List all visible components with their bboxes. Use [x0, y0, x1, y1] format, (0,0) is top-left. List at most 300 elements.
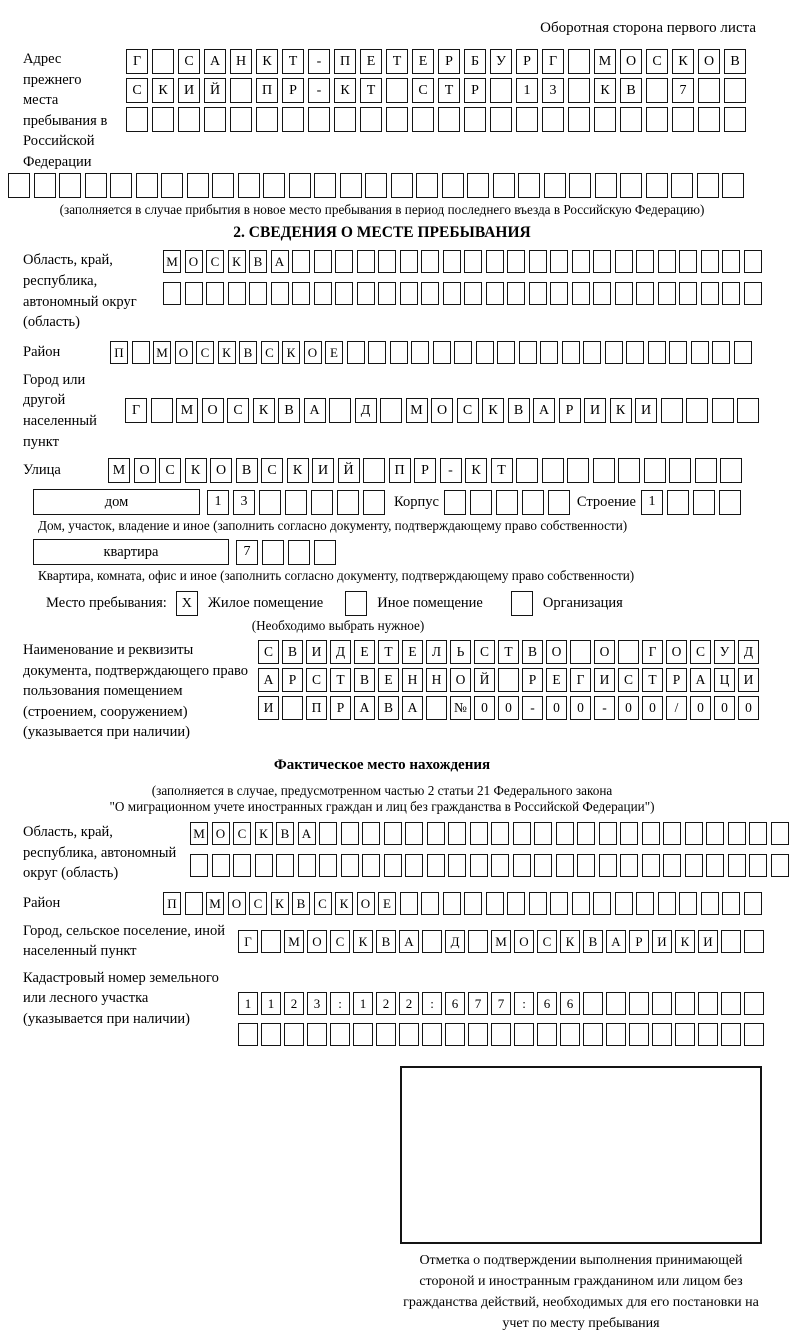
form-cell: 2 — [376, 992, 396, 1015]
form-cell — [516, 458, 538, 483]
form-cell: К — [256, 49, 278, 74]
form-cell — [262, 540, 284, 565]
form-cell — [340, 173, 362, 198]
form-cell: Е — [412, 49, 434, 74]
form-cell — [468, 1023, 488, 1046]
form-cell — [443, 892, 461, 915]
form-cell — [629, 992, 649, 1015]
form-cell — [498, 668, 519, 692]
form-cell: С — [474, 640, 495, 664]
form-cell: В — [724, 49, 746, 74]
form-cell — [712, 398, 734, 423]
stamp-caption: Отметка о подтверждении выполнения принимающей стороной и иностранным гражданином или лицом без гражданства действий, необходимых для его постановки на учет по месту пребывания — [403, 1252, 759, 1331]
form-cell — [467, 173, 489, 198]
form-cell: 6 — [560, 992, 580, 1015]
form-cell: О — [185, 250, 203, 273]
form-cell — [771, 854, 789, 877]
ulitsa-field — [8, 458, 756, 483]
form-cell — [679, 250, 697, 273]
form-cell — [34, 173, 56, 198]
form-cell — [534, 822, 552, 845]
form-cell: В — [276, 822, 294, 845]
form-cell — [307, 1023, 327, 1046]
prev-address-row-1 — [126, 49, 746, 74]
form-cell — [314, 540, 336, 565]
form-cell — [593, 282, 611, 305]
form-cell: В — [236, 458, 258, 483]
form-cell — [433, 341, 451, 364]
form-cell: С — [126, 78, 148, 103]
form-cell — [672, 107, 694, 132]
form-cell: Р — [330, 696, 351, 720]
form-cell — [443, 282, 461, 305]
form-cell: Л — [426, 640, 447, 664]
form-cell — [486, 892, 504, 915]
form-cell: О — [698, 49, 720, 74]
form-cell: С — [159, 458, 181, 483]
form-cell — [136, 173, 158, 198]
form-cell — [496, 490, 518, 515]
dom-box: дом — [33, 489, 200, 515]
form-cell: 1 — [641, 490, 663, 515]
section2-title: 2. СВЕДЕНИЯ О МЕСТЕ ПРЕБЫВАНИЯ — [233, 224, 531, 242]
oblast-field — [8, 250, 756, 332]
form-cell: 1 — [261, 992, 281, 1015]
form-cell: А — [298, 822, 316, 845]
form-cell: Д — [738, 640, 759, 664]
form-cell: И — [594, 668, 615, 692]
form-cell — [568, 107, 590, 132]
form-cell: 0 — [546, 696, 567, 720]
form-cell — [311, 490, 333, 515]
form-cell — [405, 822, 423, 845]
form-cell: Д — [445, 930, 465, 953]
form-cell — [422, 1023, 442, 1046]
doc-field — [8, 640, 756, 743]
form-cell: - — [594, 696, 615, 720]
form-cell — [606, 1023, 626, 1046]
form-cell: Й — [338, 458, 360, 483]
form-cell: П — [306, 696, 327, 720]
form-cell: О — [546, 640, 567, 664]
form-cell — [335, 282, 353, 305]
form-cell: 7 — [672, 78, 694, 103]
form-cell: А — [204, 49, 226, 74]
form-cell — [513, 822, 531, 845]
form-cell — [599, 854, 617, 877]
form-cell: Е — [546, 668, 567, 692]
form-cell — [380, 398, 402, 423]
form-cell: О — [594, 640, 615, 664]
form-cell — [454, 341, 472, 364]
fact-gorod-field — [8, 921, 756, 962]
form-cell — [163, 282, 181, 305]
fact-note-line1: (заполняется в случае, предусмотренном частью 2 статьи 21 Федерального закона — [151, 782, 613, 798]
form-cell — [490, 107, 512, 132]
form-cell — [464, 107, 486, 132]
form-cell — [362, 822, 380, 845]
form-cell — [620, 822, 638, 845]
form-cell: № — [450, 696, 471, 720]
form-cell — [636, 282, 654, 305]
form-cell: И — [584, 398, 606, 423]
form-cell — [314, 250, 332, 273]
form-cell — [390, 341, 408, 364]
kvartira-cells — [236, 540, 336, 565]
form-cell — [378, 250, 396, 273]
form-cell — [652, 992, 672, 1015]
rayon-label: Район — [23, 343, 61, 360]
form-cell: А — [399, 930, 419, 953]
form-cell — [319, 854, 337, 877]
form-cell — [421, 282, 439, 305]
fact-rayon-row — [163, 892, 762, 915]
form-cell — [737, 398, 759, 423]
form-cell: Т — [491, 458, 513, 483]
form-cell: С — [618, 668, 639, 692]
form-cell — [426, 696, 447, 720]
form-cell: П — [163, 892, 181, 915]
form-cell — [728, 822, 746, 845]
doc-row-1 — [258, 640, 759, 664]
form-cell: К — [282, 341, 300, 364]
form-cell — [658, 282, 676, 305]
form-cell — [256, 107, 278, 132]
form-cell — [341, 822, 359, 845]
form-cell: 7 — [236, 540, 258, 565]
form-cell — [744, 250, 762, 273]
form-cell — [341, 854, 359, 877]
organizatsiya-label: Организация — [542, 595, 623, 612]
kadastr-row-2 — [238, 1023, 764, 1046]
form-cell: И — [738, 668, 759, 692]
form-cell: С — [261, 341, 279, 364]
form-cell — [259, 490, 281, 515]
form-cell: К — [610, 398, 632, 423]
form-cell: К — [255, 822, 273, 845]
form-cell — [292, 282, 310, 305]
place-type-label: Место пребывания: — [46, 595, 167, 612]
form-cell — [615, 250, 633, 273]
form-cell — [400, 250, 418, 273]
form-cell: И — [178, 78, 200, 103]
form-cell — [686, 398, 708, 423]
form-cell: 0 — [738, 696, 759, 720]
form-cell — [618, 640, 639, 664]
form-cell — [646, 78, 668, 103]
form-cell: Н — [402, 668, 423, 692]
form-cell — [399, 1023, 419, 1046]
form-cell — [593, 250, 611, 273]
form-cell — [550, 282, 568, 305]
form-cell: Е — [354, 640, 375, 664]
form-cell — [720, 458, 742, 483]
form-cell — [519, 341, 537, 364]
form-cell — [384, 854, 402, 877]
form-cell — [255, 854, 273, 877]
form-cell — [514, 1023, 534, 1046]
form-cell — [744, 1023, 764, 1046]
kadastr-label: Кадастровый номер земельного или лесного участка (указывается при наличии) — [23, 969, 219, 1028]
form-cell: К — [152, 78, 174, 103]
form-cell — [661, 398, 683, 423]
form-cell — [442, 173, 464, 198]
form-cell — [701, 282, 719, 305]
form-cell: С — [314, 892, 332, 915]
oblast-row-1 — [163, 250, 762, 273]
form-cell — [744, 892, 762, 915]
form-cell: Р — [414, 458, 436, 483]
form-cell — [556, 854, 574, 877]
form-cell: 0 — [474, 696, 495, 720]
form-cell — [642, 854, 660, 877]
form-cell — [570, 640, 591, 664]
gorod-label: Город или другой населенный пункт — [23, 371, 97, 450]
form-cell — [698, 1023, 718, 1046]
form-cell — [405, 854, 423, 877]
form-cell — [706, 854, 724, 877]
form-cell: С — [178, 49, 200, 74]
form-cell — [132, 341, 150, 364]
form-cell — [491, 854, 509, 877]
form-cell — [620, 854, 638, 877]
korpus-label: Корпус — [394, 493, 439, 510]
form-cell: Ь — [450, 640, 471, 664]
form-cell — [685, 822, 703, 845]
form-cell: 2 — [399, 992, 419, 1015]
form-cell: М — [176, 398, 198, 423]
form-cell — [357, 282, 375, 305]
form-cell — [271, 282, 289, 305]
form-cell — [572, 282, 590, 305]
form-cell: Р — [282, 78, 304, 103]
form-cell — [412, 107, 434, 132]
gorod-row — [125, 398, 759, 423]
form-cell: М — [153, 341, 171, 364]
form-cell: В — [376, 930, 396, 953]
form-cell: П — [110, 341, 128, 364]
form-cell — [448, 854, 466, 877]
form-cell — [583, 1023, 603, 1046]
organizatsiya-checkbox — [511, 591, 533, 616]
form-cell: В — [354, 668, 375, 692]
page-corner-note: Оборотная сторона первого листа — [540, 20, 756, 36]
form-cell — [337, 490, 359, 515]
fact-note-line2: "О миграционном учете иностранных граждан и лиц без гражданства в Российской Федерации") — [109, 798, 655, 814]
form-cell: 0 — [714, 696, 735, 720]
form-cell — [706, 822, 724, 845]
form-cell: Г — [126, 49, 148, 74]
form-cell — [365, 173, 387, 198]
korpus-cells — [444, 490, 570, 515]
form-cell — [411, 341, 429, 364]
form-cell: С — [646, 49, 668, 74]
kvartira-caption: Квартира, комната, офис и иное (заполнить согласно документу, подтверждающему право собственности) — [38, 568, 635, 584]
form-cell: А — [304, 398, 326, 423]
form-cell: 0 — [618, 696, 639, 720]
form-cell — [85, 173, 107, 198]
form-cell — [400, 892, 418, 915]
form-cell: У — [490, 49, 512, 74]
form-cell: О — [307, 930, 327, 953]
form-cell — [507, 282, 525, 305]
form-cell: Р — [629, 930, 649, 953]
form-cell: Н — [230, 49, 252, 74]
form-cell: - — [308, 78, 330, 103]
form-cell — [646, 107, 668, 132]
form-cell — [470, 490, 492, 515]
form-cell: О — [620, 49, 642, 74]
form-cell: - — [440, 458, 462, 483]
form-cell — [416, 173, 438, 198]
form-cell: : — [330, 992, 350, 1015]
form-cell: К — [228, 250, 246, 273]
form-cell: Г — [125, 398, 147, 423]
gorod-field — [8, 370, 756, 452]
form-cell — [663, 854, 681, 877]
form-cell: Т — [438, 78, 460, 103]
form-page — [0, 20, 800, 1334]
form-cell — [629, 1023, 649, 1046]
form-cell: И — [306, 640, 327, 664]
form-cell — [695, 458, 717, 483]
form-cell — [238, 173, 260, 198]
form-cell — [701, 250, 719, 273]
form-cell: С — [206, 250, 224, 273]
form-cell: 6 — [445, 992, 465, 1015]
form-cell: Г — [642, 640, 663, 664]
form-cell: И — [258, 696, 279, 720]
form-cell — [468, 930, 488, 953]
form-cell: С — [537, 930, 557, 953]
form-cell — [550, 892, 568, 915]
form-cell — [230, 78, 252, 103]
form-cell — [593, 458, 615, 483]
form-cell — [516, 107, 538, 132]
form-cell — [329, 398, 351, 423]
form-cell: Т — [378, 640, 399, 664]
form-cell: С — [227, 398, 249, 423]
form-cell — [534, 854, 552, 877]
form-cell: 0 — [498, 696, 519, 720]
form-cell: / — [666, 696, 687, 720]
form-cell — [110, 173, 132, 198]
form-cell — [261, 930, 281, 953]
form-cell — [330, 1023, 350, 1046]
form-cell — [178, 107, 200, 132]
fact-oblast-field — [8, 822, 756, 884]
form-cell — [548, 490, 570, 515]
form-cell — [658, 250, 676, 273]
form-cell: В — [620, 78, 642, 103]
form-cell — [386, 78, 408, 103]
form-cell: С — [249, 892, 267, 915]
form-cell: В — [522, 640, 543, 664]
form-cell: Г — [570, 668, 591, 692]
form-cell — [646, 173, 668, 198]
form-cell — [206, 282, 224, 305]
form-cell: 1 — [207, 490, 229, 515]
form-cell — [261, 1023, 281, 1046]
form-cell — [507, 892, 525, 915]
form-cell: 0 — [642, 696, 663, 720]
form-cell: Й — [474, 668, 495, 692]
fact-rayon-label: Район — [23, 894, 61, 911]
form-cell: О — [134, 458, 156, 483]
fact-oblast-row-2 — [190, 854, 789, 877]
form-cell — [712, 341, 730, 364]
kadastr-field — [8, 968, 756, 1050]
form-cell — [490, 78, 512, 103]
form-cell — [722, 173, 744, 198]
form-cell — [493, 173, 515, 198]
oblast-row-2 — [163, 282, 762, 305]
form-cell — [595, 173, 617, 198]
form-cell: К — [287, 458, 309, 483]
form-cell: Т — [386, 49, 408, 74]
form-cell — [522, 490, 544, 515]
rayon-field — [8, 341, 756, 364]
form-cell — [448, 822, 466, 845]
form-cell: В — [249, 250, 267, 273]
form-cell: С — [258, 640, 279, 664]
form-cell — [663, 822, 681, 845]
form-cell: 3 — [233, 490, 255, 515]
form-cell: 3 — [542, 78, 564, 103]
form-cell — [698, 78, 720, 103]
prev-address-label: Адрес прежнего места пребывания в Российской Федерации — [23, 51, 108, 170]
dom-field — [33, 489, 756, 515]
form-cell — [568, 78, 590, 103]
form-cell: И — [312, 458, 334, 483]
form-cell — [421, 250, 439, 273]
form-cell — [569, 173, 591, 198]
form-cell: О — [431, 398, 453, 423]
form-cell — [288, 540, 310, 565]
form-cell — [606, 992, 626, 1015]
form-cell: О — [357, 892, 375, 915]
form-cell: С — [412, 78, 434, 103]
prev-address-row-2 — [126, 78, 746, 103]
inoe-label: Иное помещение — [377, 595, 483, 612]
form-cell: А — [354, 696, 375, 720]
form-cell — [238, 1023, 258, 1046]
stamp-box — [400, 1066, 762, 1244]
doc-row-2 — [258, 668, 759, 692]
form-cell — [185, 892, 203, 915]
form-cell — [190, 854, 208, 877]
option-organizatsiya — [511, 591, 623, 616]
form-cell — [721, 992, 741, 1015]
form-cell: С — [690, 640, 711, 664]
form-cell — [314, 282, 332, 305]
form-cell: 1 — [238, 992, 258, 1015]
form-cell — [513, 854, 531, 877]
form-cell: Т — [282, 49, 304, 74]
stroenie-label: Строение — [576, 493, 636, 510]
form-cell — [594, 107, 616, 132]
fact-oblast-row-1 — [190, 822, 789, 845]
form-cell: О — [304, 341, 322, 364]
form-cell: 2 — [284, 992, 304, 1015]
form-cell: О — [175, 341, 193, 364]
form-cell: О — [210, 458, 232, 483]
form-cell — [230, 107, 252, 132]
form-cell — [363, 490, 385, 515]
form-cell — [438, 107, 460, 132]
form-cell — [724, 107, 746, 132]
form-cell — [282, 696, 303, 720]
